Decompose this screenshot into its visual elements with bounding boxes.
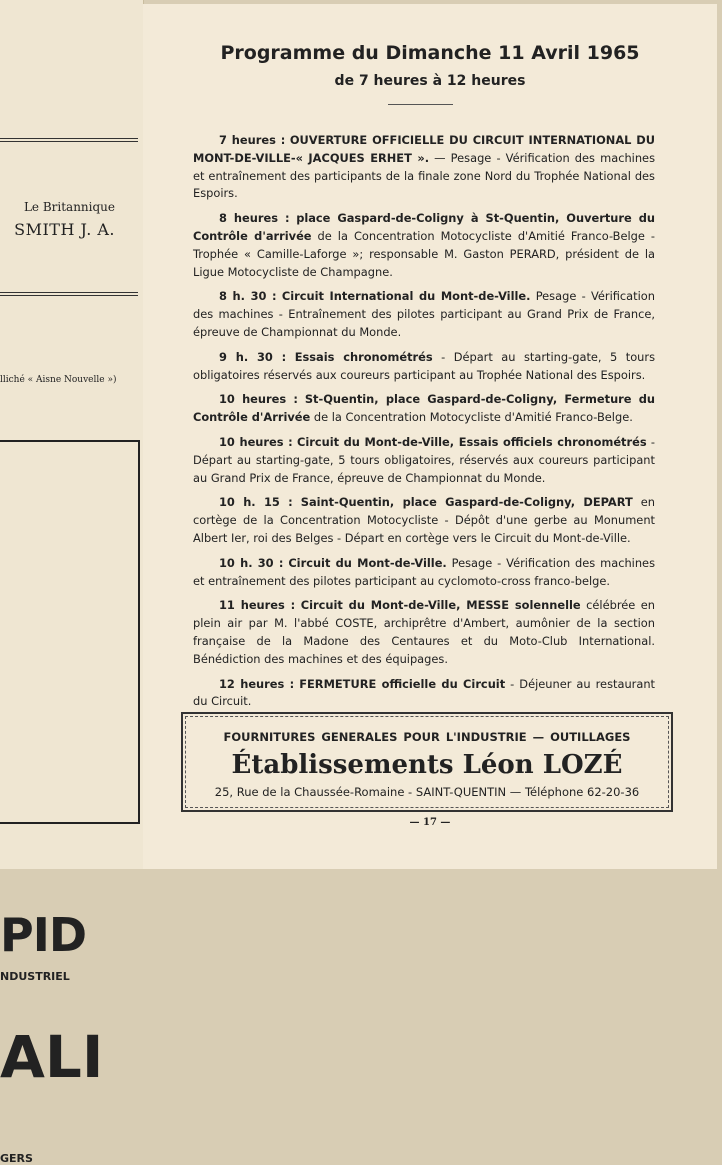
advert-headline: ALI	[0, 1023, 104, 1091]
event-item	[193, 555, 655, 591]
event-title: Circuit du Mont-de-Ville.	[288, 555, 447, 570]
photo-credit: lliché « Aisne Nouvelle »)	[0, 375, 117, 385]
left-page-fragment	[0, 0, 144, 1165]
event-time: 10 h. 30 :	[219, 555, 284, 570]
rider-nationality: Le Britannique	[23, 200, 115, 214]
advert-box	[181, 712, 673, 812]
event-title: Circuit International du Mont-de-Ville.	[281, 289, 531, 304]
event-time: 12 heures :	[219, 676, 295, 691]
event-item	[193, 132, 655, 203]
event-body: en cortège de la Concentration Motocycliste - Dépôt d'une gerbe au Monument Albert Ier, roi des Belges - Départ en cortège vers le Circuit du Mont-de-Ville.	[193, 495, 656, 545]
event-title: Essais chronométrés	[294, 349, 433, 364]
event-body: de la Concentration Motocycliste d'Amitié Franco-Belge.	[310, 410, 633, 425]
event-body: — Pesage - Vérification des machines et entraînement des participants de la finale zone Nord du Trophée National des Espoirs.	[193, 150, 655, 201]
rider-name: SMITH J. A.	[14, 220, 115, 239]
event-list	[193, 132, 655, 718]
advert-text: GERS	[0, 1152, 33, 1165]
event-time: 11 heures :	[219, 598, 296, 613]
event-title: Saint-Quentin, place Gaspard-de-Coligny, DEPART	[300, 495, 633, 510]
event-item	[193, 210, 655, 281]
event-body: - Déjeuner au restaurant du Circuit.	[193, 676, 656, 709]
event-time: 10 heures :	[219, 392, 298, 407]
advert-tagline: FOURNITURES GENERALES POUR L'INDUSTRIE — OUTILLAGES	[223, 730, 631, 744]
advert-text: NDUSTRIEL	[0, 970, 70, 983]
advert-address: 25, Rue de la Chaussée-Romaine - SAINT-QUENTIN — Téléphone 62-20-36	[214, 785, 640, 799]
event-time: 10 heures :	[219, 434, 293, 449]
divider	[0, 292, 138, 296]
event-item	[193, 391, 655, 427]
advert-headline: PID	[0, 908, 87, 962]
event-title: OUVERTURE OFFICIELLE DU CIRCUIT INTERNATIONAL DU MONT-DE-VILLE-« JACQUES ERHET ».	[193, 133, 655, 165]
event-item	[193, 676, 655, 712]
event-item	[193, 434, 655, 487]
event-item	[193, 494, 655, 547]
event-body: célébrée en plein air par M. l'abbé COSTE, archiprêtre d'Ambert, aumônier de la section française de la Madone des Centaures et du Moto-Club International. Bénédiction des machines et des équipages.	[193, 598, 656, 666]
event-item	[193, 597, 655, 668]
advert-company: Établissements Léon LOZÉ	[231, 750, 623, 780]
page-title: Programme du Dimanche 11 Avril 1965	[220, 42, 640, 64]
event-body: de la Concentration Motocycliste d'Amitié Franco-Belge - Trophée « Camille-Laforge »; responsable M. Gaston PERARD, président de la Ligue Motocycliste de Champagne.	[193, 228, 656, 279]
event-time: 10 h. 15 :	[219, 495, 293, 510]
event-title: Circuit du Mont-de-Ville, MESSE solennelle	[300, 598, 581, 613]
event-title: St-Quentin, place Gaspard-de-Coligny, Fermeture du Contrôle d'Arrivée	[193, 392, 656, 425]
programme-page	[143, 4, 717, 869]
event-time: 7 heures :	[219, 133, 286, 147]
left-advert-box	[0, 440, 140, 1165]
event-body: - Départ au starting-gate, 5 tours obligatoires réservés aux coureurs participant au Trophée National des Espoirs.	[193, 349, 655, 382]
event-item	[193, 288, 655, 341]
page-subtitle: de 7 heures à 12 heures	[334, 73, 526, 89]
event-time: 8 heures :	[219, 211, 290, 226]
event-title: place Gaspard-de-Coligny à St-Quentin, Ouverture du Contrôle d'arrivée	[193, 211, 655, 243]
event-title: Circuit du Mont-de-Ville, Essais officiels chronométrés	[296, 434, 647, 449]
event-body: Pesage - Vérification des machines et entraînement des pilotes participant au cyclomoto-cross franco-belge.	[193, 555, 656, 588]
divider	[388, 104, 453, 105]
event-time: 8 h. 30 :	[219, 289, 277, 304]
event-body: - Départ au starting-gate, 5 tours obligatoires, réservés aux coureurs participant au Grand Prix de France, épreuve de Championnat du Monde.	[193, 434, 656, 485]
event-body: Pesage - Vérification des machines - Entraînement des pilotes participant au Grand Prix de France, épreuve de Championnat du Monde.	[193, 289, 655, 339]
page-number: — 17 —	[409, 817, 451, 828]
event-title: FERMETURE officielle du Circuit	[299, 676, 506, 691]
event-item	[193, 349, 655, 385]
event-time: 9 h. 30 :	[219, 349, 287, 364]
divider	[0, 138, 138, 142]
